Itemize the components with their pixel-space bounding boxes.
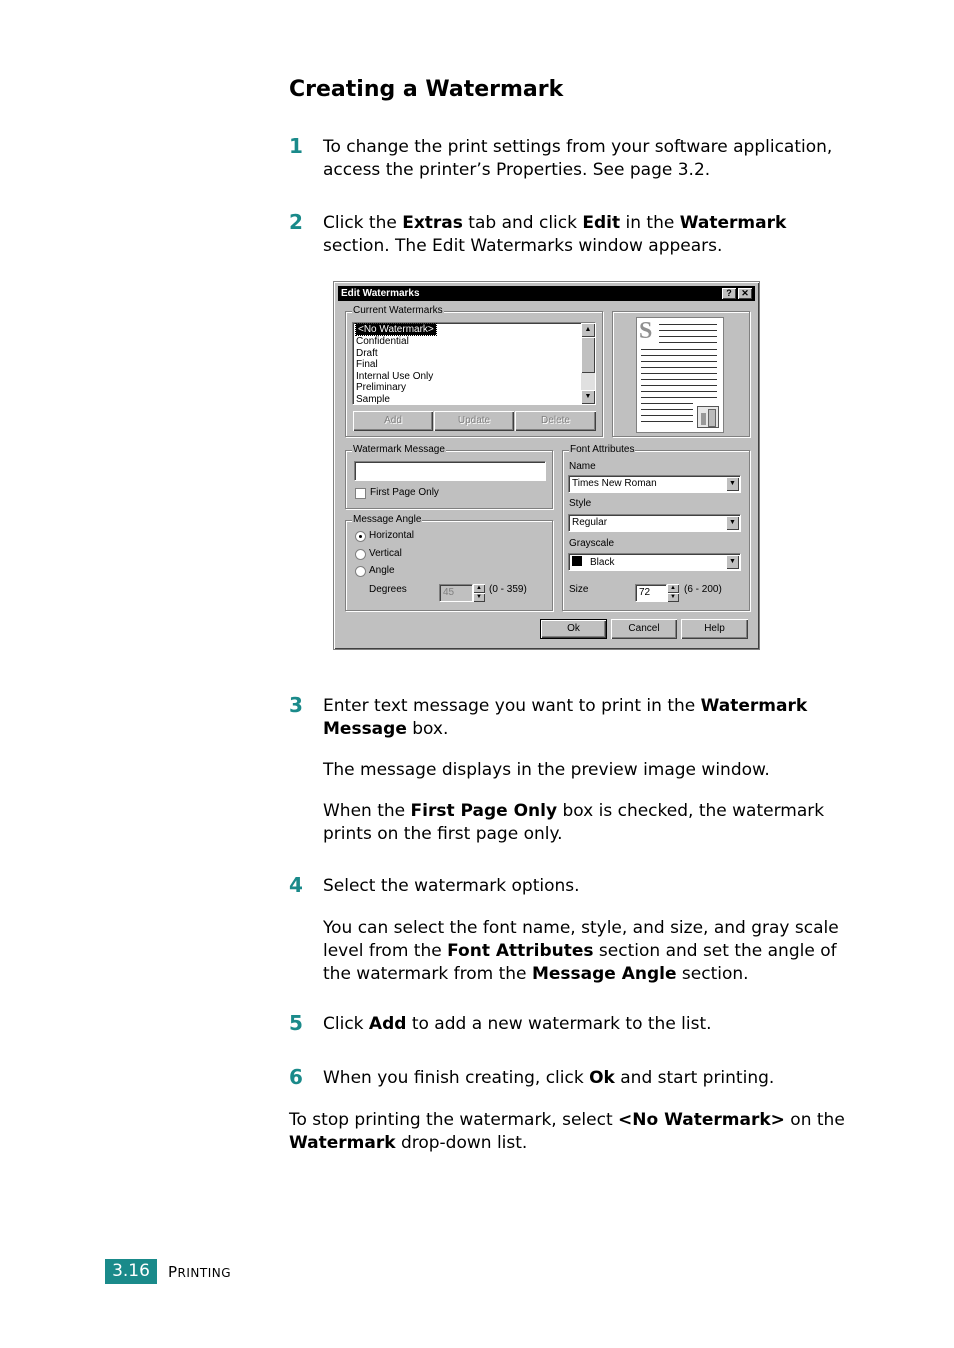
horizontal-label: Horizontal bbox=[369, 530, 415, 541]
size-label: Size bbox=[569, 584, 589, 595]
stepper-up-icon[interactable]: ▲ bbox=[667, 584, 679, 593]
degrees-input[interactable]: 45 bbox=[439, 584, 473, 602]
add-button[interactable]: Add bbox=[353, 411, 433, 431]
degrees-stepper[interactable] bbox=[473, 584, 485, 602]
page-title: Creating a Watermark bbox=[289, 77, 564, 102]
step-number: 2 bbox=[289, 210, 303, 234]
step-text: Select the watermark options. bbox=[323, 876, 580, 896]
font-style-select[interactable] bbox=[568, 514, 741, 532]
chevron-down-icon[interactable]: ▼ bbox=[726, 555, 739, 569]
step-text: Click the Extras tab and click Edit in the Watermark section. The Edit Watermarks window appears. bbox=[323, 213, 787, 256]
horizontal-radio[interactable] bbox=[355, 531, 366, 542]
list-item[interactable]: Preliminary bbox=[356, 382, 407, 393]
grayscale-label: Grayscale bbox=[569, 538, 615, 549]
help-icon[interactable]: ? bbox=[722, 288, 736, 299]
step-number: 5 bbox=[289, 1011, 303, 1035]
grayscale-value: Black bbox=[590, 557, 615, 568]
list-item[interactable]: Confidential bbox=[356, 336, 409, 347]
font-name-select[interactable] bbox=[568, 475, 741, 493]
dialog-titlebar bbox=[338, 286, 755, 301]
list-scrollbar[interactable] bbox=[581, 323, 595, 404]
update-button[interactable]: Update bbox=[434, 411, 514, 431]
step-number: 4 bbox=[289, 873, 303, 897]
size-range: (6 - 200) bbox=[684, 584, 722, 595]
list-item[interactable]: Draft bbox=[356, 348, 378, 359]
stepper-up-icon[interactable]: ▲ bbox=[473, 584, 485, 593]
step-text: The message displays in the preview image window. bbox=[323, 760, 770, 780]
size-input[interactable]: 72 bbox=[635, 584, 667, 602]
font-style-value: Regular bbox=[572, 517, 608, 528]
group-label: Current Watermarks bbox=[353, 305, 443, 316]
degrees-range: (0 - 359) bbox=[489, 584, 527, 595]
step-text: When the First Page Only box is checked, the watermark prints on the first page only. bbox=[323, 801, 825, 844]
degrees-label: Degrees bbox=[369, 584, 407, 595]
section-name: PRINTING bbox=[168, 1263, 232, 1281]
step-number: 3 bbox=[289, 693, 303, 717]
angle-label: Angle bbox=[369, 565, 395, 576]
preview-image-icon bbox=[697, 406, 719, 428]
vertical-radio[interactable] bbox=[355, 549, 366, 560]
step-text: Click Add to add a new watermark to the list. bbox=[323, 1014, 712, 1034]
ok-button[interactable]: Ok bbox=[540, 619, 607, 639]
angle-radio[interactable] bbox=[355, 566, 366, 577]
step-number: 1 bbox=[289, 134, 303, 158]
list-item[interactable]: <No Watermark> bbox=[358, 324, 434, 335]
delete-button[interactable]: Delete bbox=[515, 411, 596, 431]
size-stepper[interactable] bbox=[667, 584, 679, 602]
dialog-title: Edit Watermarks bbox=[341, 288, 420, 299]
grayscale-select[interactable] bbox=[568, 553, 741, 571]
chevron-down-icon[interactable]: ▼ bbox=[726, 477, 739, 491]
scroll-up-icon[interactable]: ▲ bbox=[581, 323, 595, 337]
watermark-list[interactable] bbox=[352, 322, 596, 405]
group-label: Font Attributes bbox=[570, 444, 635, 455]
step-number: 6 bbox=[289, 1065, 303, 1089]
style-label: Style bbox=[569, 498, 592, 509]
closing-text: To stop printing the watermark, select <No Watermark> on the Watermark drop-down list. bbox=[289, 1110, 845, 1153]
list-item[interactable]: Internal Use Only bbox=[356, 371, 434, 382]
step-text: To change the print settings from your software application, access the printer’s Properties. See page 3.2. bbox=[323, 137, 833, 180]
preview-watermark-letter: S bbox=[639, 318, 653, 344]
name-label: Name bbox=[569, 461, 596, 472]
step-text: Enter text message you want to print in the Watermark Message box. bbox=[323, 696, 808, 739]
close-icon[interactable]: ✕ bbox=[738, 288, 752, 299]
help-button[interactable]: Help bbox=[681, 619, 748, 639]
list-item[interactable]: Final bbox=[356, 359, 378, 370]
step-text: When you finish creating, click Ok and start printing. bbox=[323, 1068, 775, 1088]
edit-watermarks-dialog bbox=[333, 281, 760, 650]
stepper-down-icon[interactable]: ▼ bbox=[473, 593, 485, 602]
first-page-only-checkbox[interactable] bbox=[355, 488, 366, 499]
vertical-label: Vertical bbox=[369, 548, 402, 559]
list-item[interactable]: Sample bbox=[356, 394, 390, 405]
scroll-down-icon[interactable]: ▼ bbox=[581, 390, 595, 404]
group-label: Message Angle bbox=[353, 514, 422, 525]
first-page-only-label: First Page Only bbox=[370, 487, 439, 498]
cancel-button[interactable]: Cancel bbox=[611, 619, 677, 639]
step-text: You can select the font name, style, and size, and gray scale level from the Font Attributes section and set the angle of the watermark from the Message Angle section. bbox=[323, 918, 839, 984]
black-swatch-icon bbox=[572, 556, 582, 566]
font-name-value: Times New Roman bbox=[572, 478, 657, 489]
chevron-down-icon[interactable]: ▼ bbox=[726, 516, 739, 530]
group-label: Watermark Message bbox=[353, 444, 445, 455]
preview-page bbox=[636, 317, 724, 433]
page-number: 3.16 bbox=[105, 1259, 157, 1284]
stepper-down-icon[interactable]: ▼ bbox=[667, 593, 679, 602]
watermark-message-input[interactable] bbox=[354, 461, 546, 481]
scroll-thumb[interactable] bbox=[581, 337, 595, 373]
